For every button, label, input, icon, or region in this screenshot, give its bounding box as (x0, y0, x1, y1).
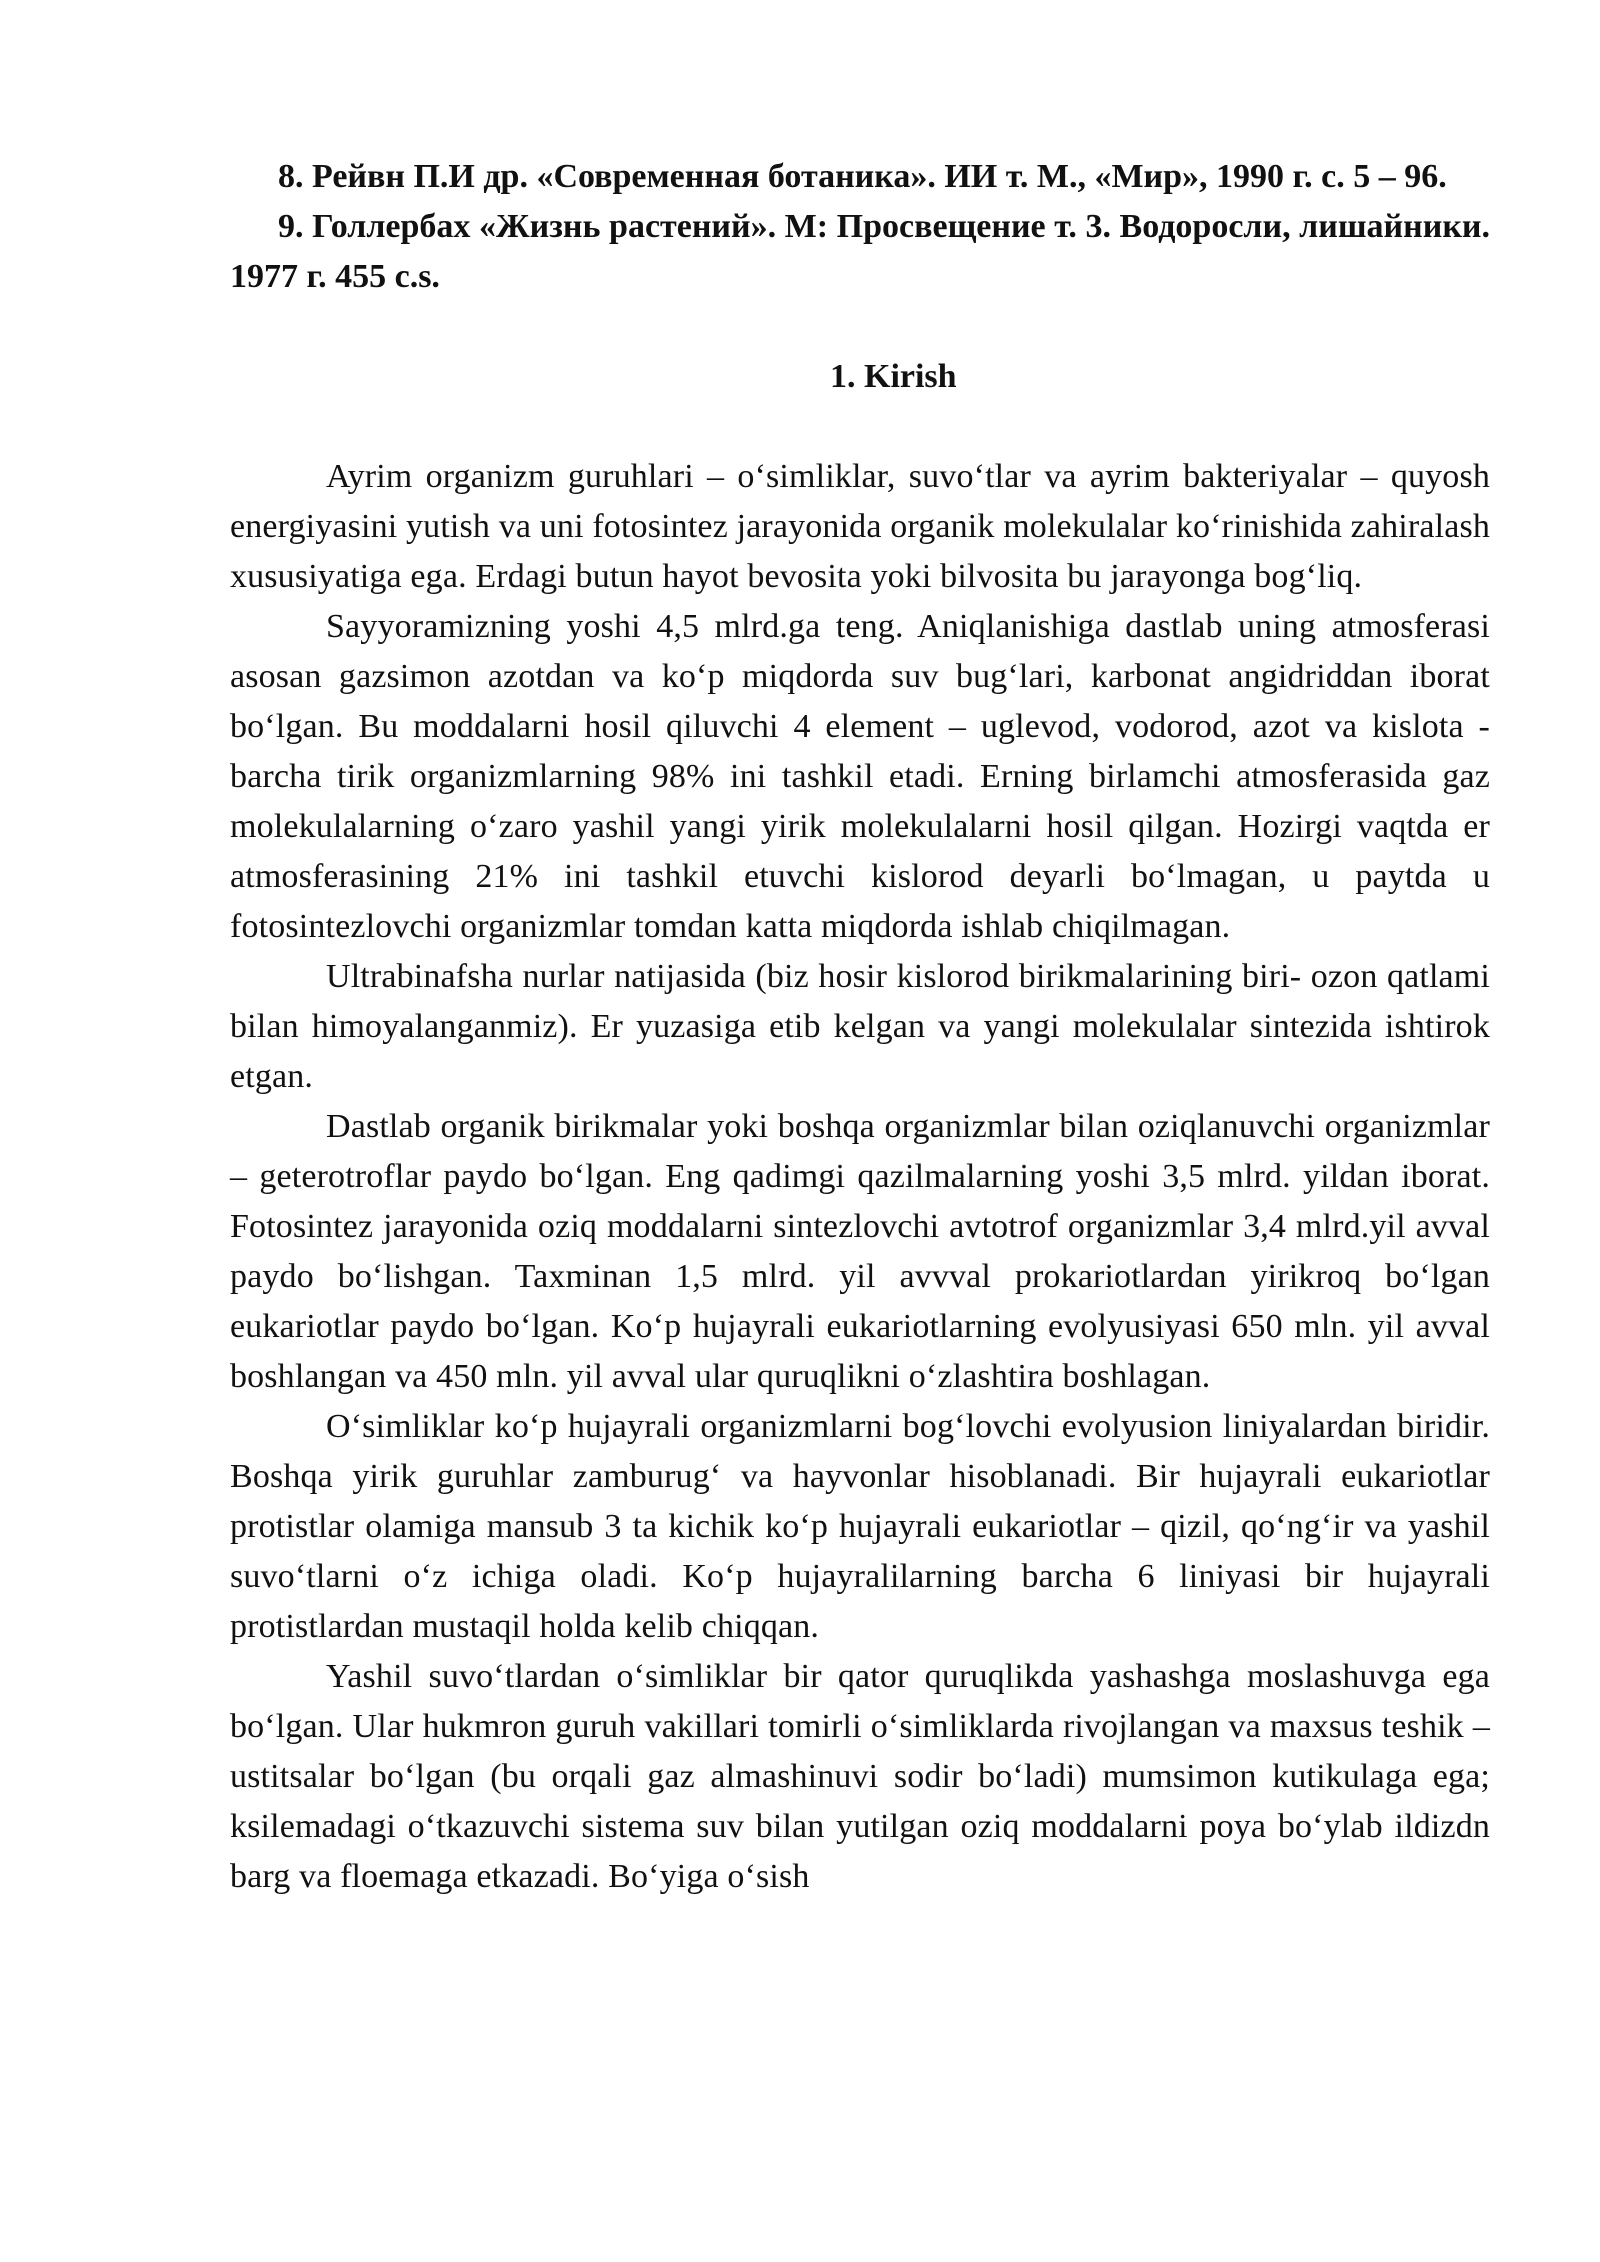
paragraph-ultraviolet: Ultrabinafsha nurlar natijasida (biz hosir kislorod birikmalarining biri- ozon qatlami bilan himoyalanganmiz). Er yuzasiga etib kelgan va yangi molekulalar sintezida ishtirok etgan. (230, 958, 1490, 1095)
paragraph-intro: Ayrim organizm guruhlari – o‘simliklar, suvo‘tlar va ayrim bakteriyalar – quyosh energiyasini yutish va uni fotosintez jarayonida organik molekulalar ko‘rinishida zahiralash xususiyatiga ega. Erdagi butun hayot bevosita yoki bilvosita bu jarayonga bog‘liq. (230, 458, 1490, 595)
paragraph-green-algae: Yashil suvo‘tlardan o‘simliklar bir qator quruqlikda yashashga moslashuvga ega bo‘lgan. Ular hukmron guruh vakillari tomirli o‘simliklarda rivojlangan va maxsus teshik – ustitsalar bo‘lgan (bu orqali gaz almashinuvi sodir bo‘ladi) mumsimon kutikulaga ega; ksilemadagi o‘tkazuvchi sistema suv bilan yutilgan oziq moddalarni poya bo‘ylab ildizdn barg va floemaga etkazadi. Bo‘yiga o‘sish (230, 1658, 1490, 1895)
paragraph-heterotrophs: Dastlab organik birikmalar yoki boshqa organizmlar bilan oziqlanuvchi organizmlar – geterotroflar paydo bo‘lgan. Eng qadimgi qazilmalarning yoshi 3,5 mlrd. yildan iborat. Fotosintez jarayonida oziq moddalarni sintezlovchi avtotrof organizmlar 3,4 mlrd.yil avval paydo bo‘lishgan. Taxminan 1,5 mlrd. yil avvval prokariotlardan yirikroq bo‘lgan eukariotlar paydo bo‘lgan. Ko‘p hujayrali eukariotlarning evolyusiyasi 650 mln. yil avval boshlangan va 450 mln. yil avval ular quruqlikni o‘zlashtira boshlagan. (230, 1108, 1490, 1395)
reference-item-8: 8. Рейвн П.И др. «Современная ботаника». ИИ т. М., «Мир», 1990 г. с. 5 – 96. (278, 158, 1447, 195)
paragraph-planet-age: Sayyoramizning yoshi 4,5 mlrd.ga teng. Aniqlanishiga dastlab uning atmosferasi asosan gazsimon azotdan va ko‘p miqdorda suv bug‘lari, karbonat angidriddan iborat bo‘lgan. Bu moddalarni hosil qiluvchi 4 element – uglevod, vodorod, azot va kislota - barcha tirik organizmlarning 98% ini tashkil etadi. Erning birlamchi atmosferasida gaz molekulalarning o‘zaro yashil yangi yirik molekulalarni hosil qilgan. Hozirgi vaqtda er atmosferasining 21% ini tashkil etuvchi kislorod deyarli bo‘lmagan, u paytda u fotosintezlovchi organizmlar tomdan katta miqdorda ishlab chiqilmagan. (230, 608, 1490, 945)
paragraph-evolution-lines: O‘simliklar ko‘p hujayrali organizmlarni bog‘lovchi evolyusion liniyalardan biridir. Boshqa yirik guruhlar zamburug‘ va hayvonlar hisoblanadi. Bir hujayrali eukariotlar protistlar olamiga mansub 3 ta kichik ko‘p hujayrali eukariotlar – qizil, qo‘ng‘ir va yashil suvo‘tlarni o‘z ichiga oladi. Ko‘p hujayralilarning barcha 6 liniyasi bir hujayrali protistlardan mustaqil holda kelib chiqqan. (230, 1408, 1490, 1645)
reference-item-9: 9. Голлербах «Жизнь растений». М: Просвещение т. 3. Водоросли, лишайники. 1977 г. 455 c.s. (230, 208, 1490, 295)
document-page (230, 152, 1490, 1902)
section-heading: 1. Kirish (830, 358, 957, 395)
